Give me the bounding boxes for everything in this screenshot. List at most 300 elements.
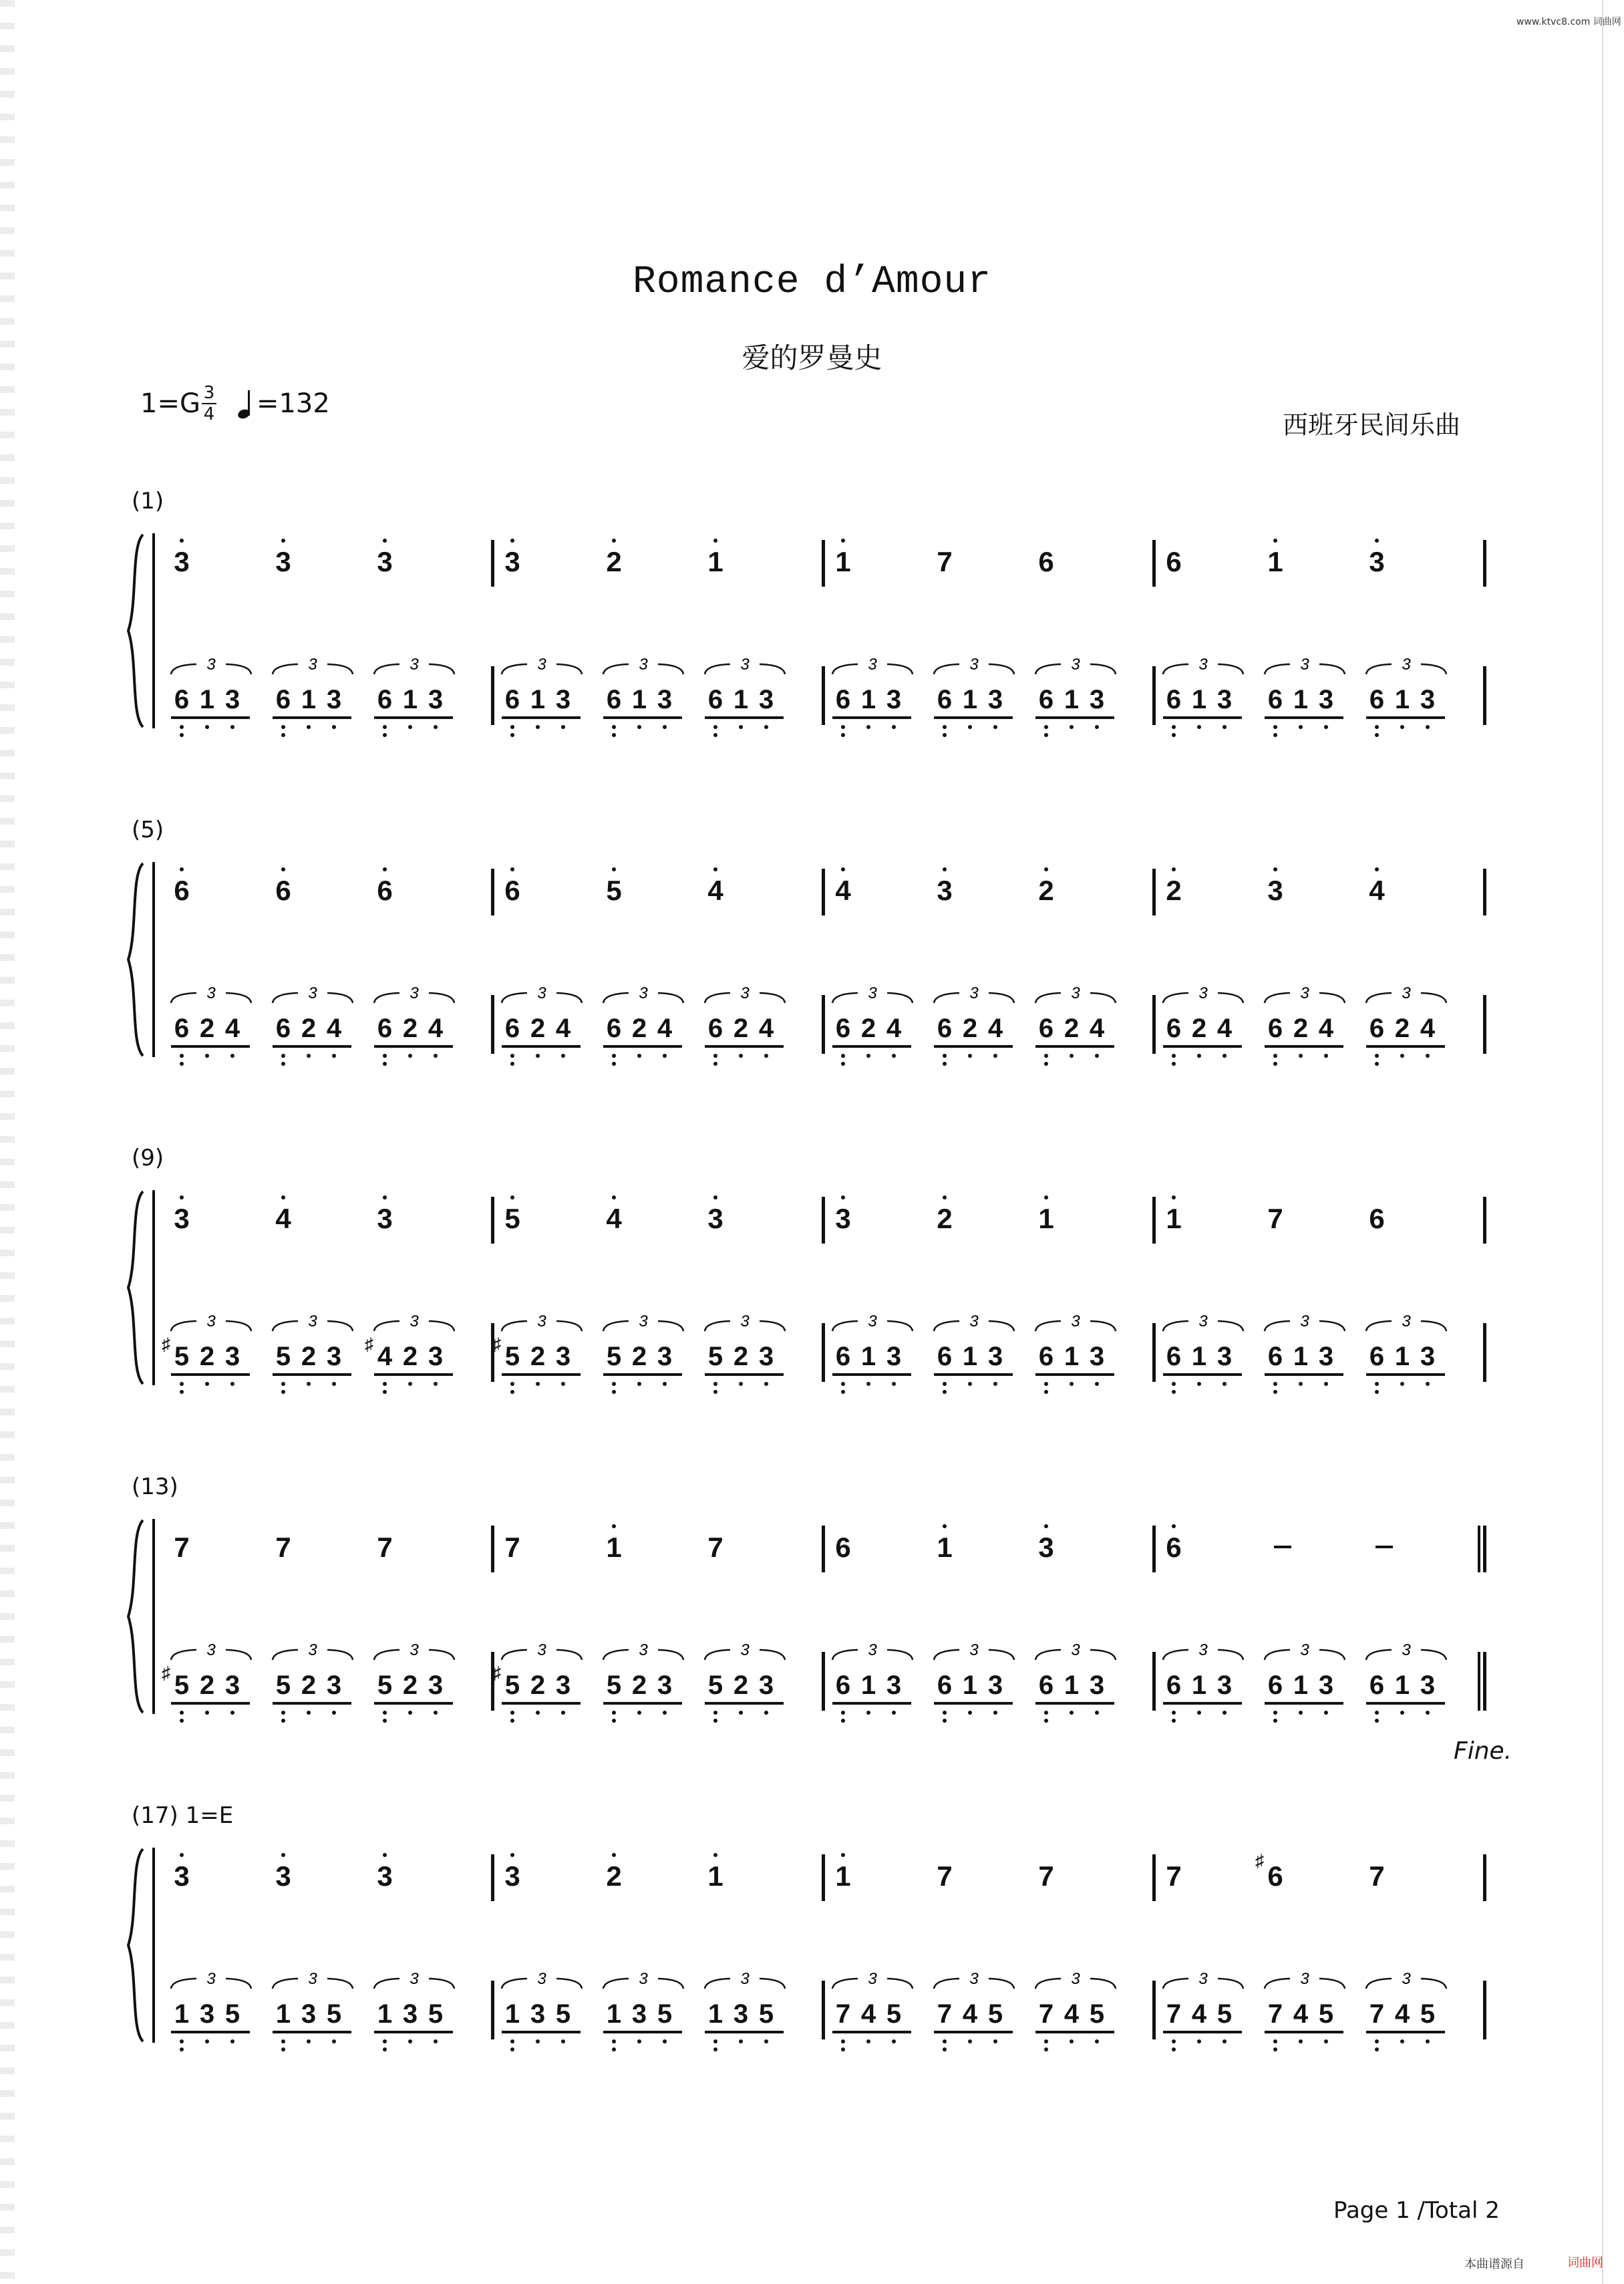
octave-dot-low [332, 1382, 336, 1386]
triplet-bracket [170, 658, 253, 676]
octave-dot-low [1273, 1390, 1277, 1394]
lower-note: 6 [1267, 1342, 1283, 1371]
triplet-bracket [271, 1315, 354, 1332]
octave-dot-low [764, 1382, 768, 1386]
octave-dot-high [281, 1195, 285, 1199]
octave-dot-high [1375, 867, 1379, 871]
lower-note: 2 [199, 1014, 215, 1043]
octave-dot-low [612, 2047, 616, 2051]
barline-upper [1152, 1854, 1156, 1901]
eighth-underline [603, 2031, 682, 2033]
eighth-underline [603, 1373, 682, 1376]
octave-dot-high [1044, 1524, 1048, 1528]
octave-dot-high [1172, 1195, 1176, 1199]
eighth-underline [934, 716, 1013, 719]
octave-dot-low [1044, 2039, 1048, 2043]
lower-note: 3 [530, 1999, 546, 2029]
eighth-underline [1366, 1045, 1445, 1048]
eighth-underline [273, 1702, 351, 1705]
lower-note: 1 [301, 685, 317, 714]
eighth-underline [1035, 1373, 1114, 1376]
octave-dot-low [510, 725, 514, 729]
lower-note: 3 [733, 1999, 749, 2029]
octave-dot-low [1273, 1062, 1277, 1066]
lower-note: 4 [1089, 1014, 1105, 1043]
triplet-bracket [1162, 1973, 1245, 1990]
final-barline-upper [1483, 1526, 1486, 1572]
triplet-bracket [373, 1973, 456, 1990]
octave-dot-low [1375, 1054, 1379, 1058]
lower-note: 5 [657, 1999, 673, 2029]
eighth-underline [1265, 716, 1343, 719]
upper-note: 3 [174, 1203, 190, 1234]
sharp-sign: ♯ [492, 1334, 501, 1354]
triplet-bracket [602, 987, 685, 1004]
octave-dot-low [841, 1054, 845, 1058]
lower-note: 3 [326, 1671, 342, 1700]
lower-note: 2 [530, 1342, 546, 1371]
lower-note: 4 [1293, 1999, 1309, 2029]
upper-note: 7 [377, 1532, 393, 1563]
svg-text:3: 3 [1402, 987, 1411, 1002]
octave-dot-low [1044, 733, 1048, 737]
octave-dot-low [281, 2039, 285, 2043]
octave-dot-low [764, 2039, 768, 2043]
octave-dot-high [383, 1853, 387, 1857]
upper-note: 7 [707, 1532, 723, 1563]
octave-dot-low [612, 733, 616, 737]
lower-note: 6 [504, 1014, 520, 1043]
upper-note: 7 [937, 1860, 953, 1892]
octave-dot-low [612, 1054, 616, 1058]
octave-dot-low [1400, 1054, 1404, 1058]
lower-note: 6 [707, 1014, 723, 1043]
octave-dot-low [281, 1390, 285, 1394]
octave-dot-low [1044, 725, 1048, 729]
svg-text:3: 3 [639, 1315, 648, 1330]
octave-dot-low [1223, 725, 1227, 729]
barline-lower [1152, 666, 1156, 725]
octave-dot-low [713, 725, 717, 729]
eighth-underline [273, 1045, 351, 1048]
lower-note: 3 [758, 1671, 774, 1700]
lower-note: 4 [1318, 1014, 1334, 1043]
eighth-underline [934, 2031, 1013, 2033]
key-label: 1=G [140, 388, 200, 419]
lower-note: 1 [1394, 685, 1410, 714]
triplet-bracket [933, 1315, 1015, 1332]
octave-dot-low [943, 1719, 947, 1723]
octave-dot-low [180, 733, 184, 737]
page-subtitle: 爱的罗曼史 [742, 341, 882, 374]
svg-text:3: 3 [740, 987, 750, 1002]
upper-note: 1 [1166, 1203, 1182, 1234]
barline-lower [1483, 666, 1486, 725]
octave-dot-low [180, 1382, 184, 1386]
octave-dot-high [1172, 867, 1176, 871]
upper-note: 3 [275, 1860, 291, 1892]
barline-lower [1152, 1981, 1156, 2039]
barline-lower [1152, 1652, 1156, 1711]
triplet-bracket [1034, 987, 1117, 1004]
lower-note: 2 [301, 1342, 317, 1371]
octave-dot-low [841, 725, 845, 729]
svg-text:3: 3 [410, 987, 419, 1002]
lower-note: 4 [962, 1999, 978, 2029]
lower-note: 6 [1369, 1342, 1385, 1371]
octave-dot-low [739, 2039, 743, 2043]
octave-dot-low [713, 1382, 717, 1386]
octave-dot-low [943, 725, 947, 729]
barline-upper [491, 869, 494, 915]
upper-note: 6 [1267, 1860, 1283, 1892]
lower-note: 2 [1394, 1014, 1410, 1043]
lower-note: 3 [224, 1342, 240, 1371]
sustain-dash [1274, 1546, 1291, 1548]
triplet-bracket [373, 1644, 456, 1661]
octave-dot-low [180, 2047, 184, 2051]
final-barline-upper [1478, 1526, 1480, 1572]
octave-dot-low [663, 725, 667, 729]
barline-lower [491, 1981, 494, 2039]
upper-note: 7 [1166, 1860, 1182, 1892]
octave-dot-low [1172, 1062, 1176, 1066]
octave-dot-low [1095, 725, 1099, 729]
octave-dot-low [841, 1062, 845, 1066]
octave-dot-low [993, 1054, 997, 1058]
lower-note: 3 [1318, 1342, 1334, 1371]
octave-dot-high [510, 539, 514, 543]
lower-note: 6 [1038, 1342, 1054, 1371]
upper-note: 2 [1166, 875, 1182, 906]
upper-note: 1 [1267, 546, 1283, 577]
upper-note: 2 [606, 1860, 622, 1892]
triplet-bracket [1365, 1315, 1448, 1332]
lower-note: 1 [860, 1342, 876, 1371]
svg-text:3: 3 [206, 1973, 216, 1988]
lower-note: 3 [657, 1671, 673, 1700]
octave-dot-low [713, 1390, 717, 1394]
octave-dot-high [383, 1195, 387, 1199]
octave-dot-high [180, 539, 184, 543]
svg-text:3: 3 [410, 1973, 419, 1988]
lower-note: 4 [758, 1014, 774, 1043]
svg-text:3: 3 [308, 1315, 317, 1330]
lower-note: 6 [1267, 1671, 1283, 1700]
upper-note: 3 [937, 875, 953, 906]
octave-dot-low [1044, 1390, 1048, 1394]
lower-note: 2 [199, 1342, 215, 1371]
triplet-bracket [500, 1973, 583, 1990]
octave-dot-low [205, 1711, 209, 1715]
svg-text:3: 3 [1402, 1315, 1411, 1330]
octave-dot-low [281, 733, 285, 737]
sustain-dash [1375, 1546, 1393, 1548]
octave-dot-low [1400, 2039, 1404, 2043]
lower-note: 6 [1038, 1014, 1054, 1043]
octave-dot-low [180, 1390, 184, 1394]
octave-dot-low [892, 1711, 896, 1715]
svg-text:3: 3 [206, 1644, 216, 1659]
octave-dot-low [180, 725, 184, 729]
eighth-underline [705, 1373, 784, 1376]
eighth-underline [1265, 1373, 1343, 1376]
upper-note: 2 [1038, 875, 1054, 906]
octave-dot-low [841, 2047, 845, 2051]
upper-note: 7 [1369, 1860, 1385, 1892]
octave-dot-low [968, 1711, 972, 1715]
lower-note: 1 [1394, 1671, 1410, 1700]
lower-note: 1 [1191, 1671, 1207, 1700]
octave-dot-low [943, 733, 947, 737]
lower-note: 5 [377, 1671, 393, 1700]
lower-note: 4 [326, 1014, 342, 1043]
octave-dot-low [1426, 725, 1430, 729]
octave-dot-low [1273, 2047, 1277, 2051]
octave-dot-low [408, 725, 412, 729]
upper-note: 7 [504, 1532, 520, 1563]
lower-note: 6 [937, 1014, 953, 1043]
final-barline-lower [1478, 1652, 1480, 1711]
eighth-underline [374, 1702, 453, 1705]
octave-dot-low [764, 725, 768, 729]
octave-dot-low [536, 2039, 540, 2043]
barline-upper [491, 540, 494, 587]
lower-note: 1 [962, 1342, 978, 1371]
lower-note: 4 [555, 1014, 571, 1043]
octave-dot-low [1070, 1382, 1074, 1386]
svg-text:3: 3 [868, 1644, 877, 1659]
octave-dot-high [281, 539, 285, 543]
octave-dot-low [383, 1062, 387, 1066]
eighth-underline [171, 2031, 250, 2033]
eighth-underline [1163, 716, 1242, 719]
svg-text:3: 3 [537, 1644, 546, 1659]
lower-note: 1 [174, 1999, 190, 2029]
upper-note: 1 [835, 546, 851, 577]
octave-dot-low [943, 2039, 947, 2043]
svg-text:3: 3 [308, 987, 317, 1002]
triplet-bracket [1263, 1644, 1346, 1661]
octave-dot-low [612, 1711, 616, 1715]
octave-dot-low [332, 2039, 336, 2043]
barline-lower [1483, 995, 1486, 1054]
lower-note: 4 [1064, 1999, 1080, 2029]
lower-note: 6 [707, 685, 723, 714]
svg-text:3: 3 [868, 1973, 877, 1988]
octave-dot-low [205, 725, 209, 729]
lower-note: 1 [606, 1999, 622, 2029]
triplet-bracket [703, 987, 786, 1004]
eighth-underline [374, 1045, 453, 1048]
barline-lower [1483, 1323, 1486, 1382]
octave-dot-low [1375, 1711, 1379, 1715]
octave-dot-low [892, 1382, 896, 1386]
lower-note: 3 [758, 1342, 774, 1371]
upper-note: 3 [504, 546, 520, 577]
system-brace [126, 1848, 146, 2043]
barline-upper [822, 869, 825, 915]
triplet-bracket [831, 987, 914, 1004]
triplet-bracket [373, 658, 456, 676]
triplet-bracket [602, 1644, 685, 1661]
eighth-underline [502, 2031, 581, 2033]
octave-dot-low [1070, 725, 1074, 729]
upper-note: 3 [377, 1203, 393, 1234]
octave-dot-low [713, 733, 717, 737]
svg-text:3: 3 [1198, 1315, 1208, 1330]
lower-note: 3 [1420, 1671, 1436, 1700]
lower-note: 1 [1064, 685, 1080, 714]
triplet-bracket [500, 987, 583, 1004]
lower-note: 2 [733, 1014, 749, 1043]
octave-dot-low [993, 1382, 997, 1386]
svg-text:3: 3 [1300, 1644, 1309, 1659]
lower-note: 2 [199, 1671, 215, 1700]
octave-dot-low [1375, 1382, 1379, 1386]
eighth-underline [1366, 1373, 1445, 1376]
octave-dot-high [510, 1853, 514, 1857]
eighth-underline [502, 1373, 581, 1376]
lower-note: 1 [733, 685, 749, 714]
upper-note: 3 [275, 546, 291, 577]
lower-note: 3 [886, 1671, 902, 1700]
octave-dot-low [536, 1711, 540, 1715]
lower-note: 1 [631, 685, 647, 714]
octave-dot-high [1172, 1524, 1176, 1528]
triplet-bracket [1162, 987, 1245, 1004]
octave-dot-low [383, 1054, 387, 1058]
octave-dot-low [968, 1382, 972, 1386]
lower-note: 3 [326, 685, 342, 714]
octave-dot-low [739, 725, 743, 729]
eighth-underline [171, 716, 250, 719]
svg-text:3: 3 [537, 987, 546, 1002]
upper-note: 1 [1038, 1203, 1054, 1234]
svg-text:3: 3 [868, 658, 877, 674]
octave-dot-low [866, 725, 870, 729]
eighth-underline [273, 1373, 351, 1376]
measure-number: (17) 1=E [132, 1802, 234, 1829]
triplet-bracket [373, 987, 456, 1004]
upper-note: 6 [174, 875, 190, 906]
triplet-bracket [831, 658, 914, 676]
lower-note: 1 [707, 1999, 723, 2029]
svg-text:3: 3 [1402, 658, 1411, 674]
system-start-line [152, 1190, 155, 1385]
eighth-underline [832, 1045, 911, 1048]
octave-dot-low [1070, 2039, 1074, 2043]
lower-note: 4 [886, 1014, 902, 1043]
lower-note: 1 [1191, 1342, 1207, 1371]
octave-dot-low [892, 1054, 896, 1058]
octave-dot-low [637, 2039, 641, 2043]
lower-note: 5 [1089, 1999, 1105, 2029]
site-url: www.ktvc8.com 词曲网 [1516, 17, 1621, 27]
octave-dot-low [612, 1062, 616, 1066]
octave-dot-low [536, 1382, 540, 1386]
octave-dot-low [637, 1382, 641, 1386]
svg-text:3: 3 [1300, 987, 1309, 1002]
octave-dot-low [612, 1382, 616, 1386]
octave-dot-low [230, 1054, 234, 1058]
lower-note: 5 [174, 1671, 190, 1700]
octave-dot-high [1273, 867, 1277, 871]
lower-note: 3 [555, 1342, 571, 1371]
octave-dot-low [561, 1054, 565, 1058]
octave-dot-low [332, 1054, 336, 1058]
octave-dot-low [434, 1711, 438, 1715]
octave-dot-low [1044, 1382, 1048, 1386]
barline-upper [491, 1854, 494, 1901]
svg-text:3: 3 [1198, 1644, 1208, 1659]
octave-dot-low [841, 733, 845, 737]
svg-text:3: 3 [1071, 987, 1080, 1002]
octave-dot-low [1172, 2047, 1176, 2051]
lower-note: 3 [1089, 1671, 1105, 1700]
svg-text:3: 3 [1402, 1644, 1411, 1659]
octave-dot-low [663, 1382, 667, 1386]
sharp-sign: ♯ [365, 1334, 373, 1354]
octave-dot-low [180, 1062, 184, 1066]
octave-dot-low [383, 2039, 387, 2043]
octave-dot-low [866, 1382, 870, 1386]
octave-dot-low [383, 725, 387, 729]
lower-note: 6 [174, 1014, 190, 1043]
octave-dot-low [281, 2047, 285, 2051]
eighth-underline [603, 1045, 682, 1048]
octave-dot-low [1197, 1711, 1201, 1715]
octave-dot-low [1223, 1054, 1227, 1058]
upper-note: 3 [707, 1203, 723, 1234]
octave-dot-low [1172, 1054, 1176, 1058]
lower-note: 6 [1038, 1671, 1054, 1700]
octave-dot-low [383, 2047, 387, 2051]
octave-dot-low [1172, 1390, 1176, 1394]
octave-dot-low [205, 1382, 209, 1386]
eighth-underline [1163, 1702, 1242, 1705]
triplet-bracket [1162, 658, 1245, 676]
upper-note: 6 [1038, 546, 1054, 577]
sharp-sign: ♯ [492, 1663, 501, 1683]
octave-dot-low [1273, 2039, 1277, 2043]
svg-text:3: 3 [410, 1315, 419, 1330]
triplet-bracket [831, 1973, 914, 1990]
upper-note: 1 [707, 546, 723, 577]
octave-dot-low [434, 1054, 438, 1058]
lower-note: 5 [326, 1999, 342, 2029]
octave-dot-low [1172, 1382, 1176, 1386]
triplet-bracket [933, 658, 1015, 676]
lower-note: 2 [530, 1671, 546, 1700]
octave-dot-low [968, 2039, 972, 2043]
triplet-bracket [1034, 1644, 1117, 1661]
upper-note: 3 [174, 546, 190, 577]
lower-note: 6 [835, 1014, 851, 1043]
system-start-line [152, 862, 155, 1057]
octave-dot-low [1273, 1711, 1277, 1715]
svg-text:3: 3 [410, 658, 419, 674]
upper-note: 1 [707, 1860, 723, 1892]
barline-lower [822, 1652, 825, 1711]
lower-note: 6 [504, 685, 520, 714]
octave-dot-low [637, 725, 641, 729]
octave-dot-low [1095, 1711, 1099, 1715]
lower-note: 3 [428, 685, 444, 714]
octave-dot-high [943, 1195, 947, 1199]
lower-note: 3 [1420, 1342, 1436, 1371]
octave-dot-high [841, 867, 845, 871]
